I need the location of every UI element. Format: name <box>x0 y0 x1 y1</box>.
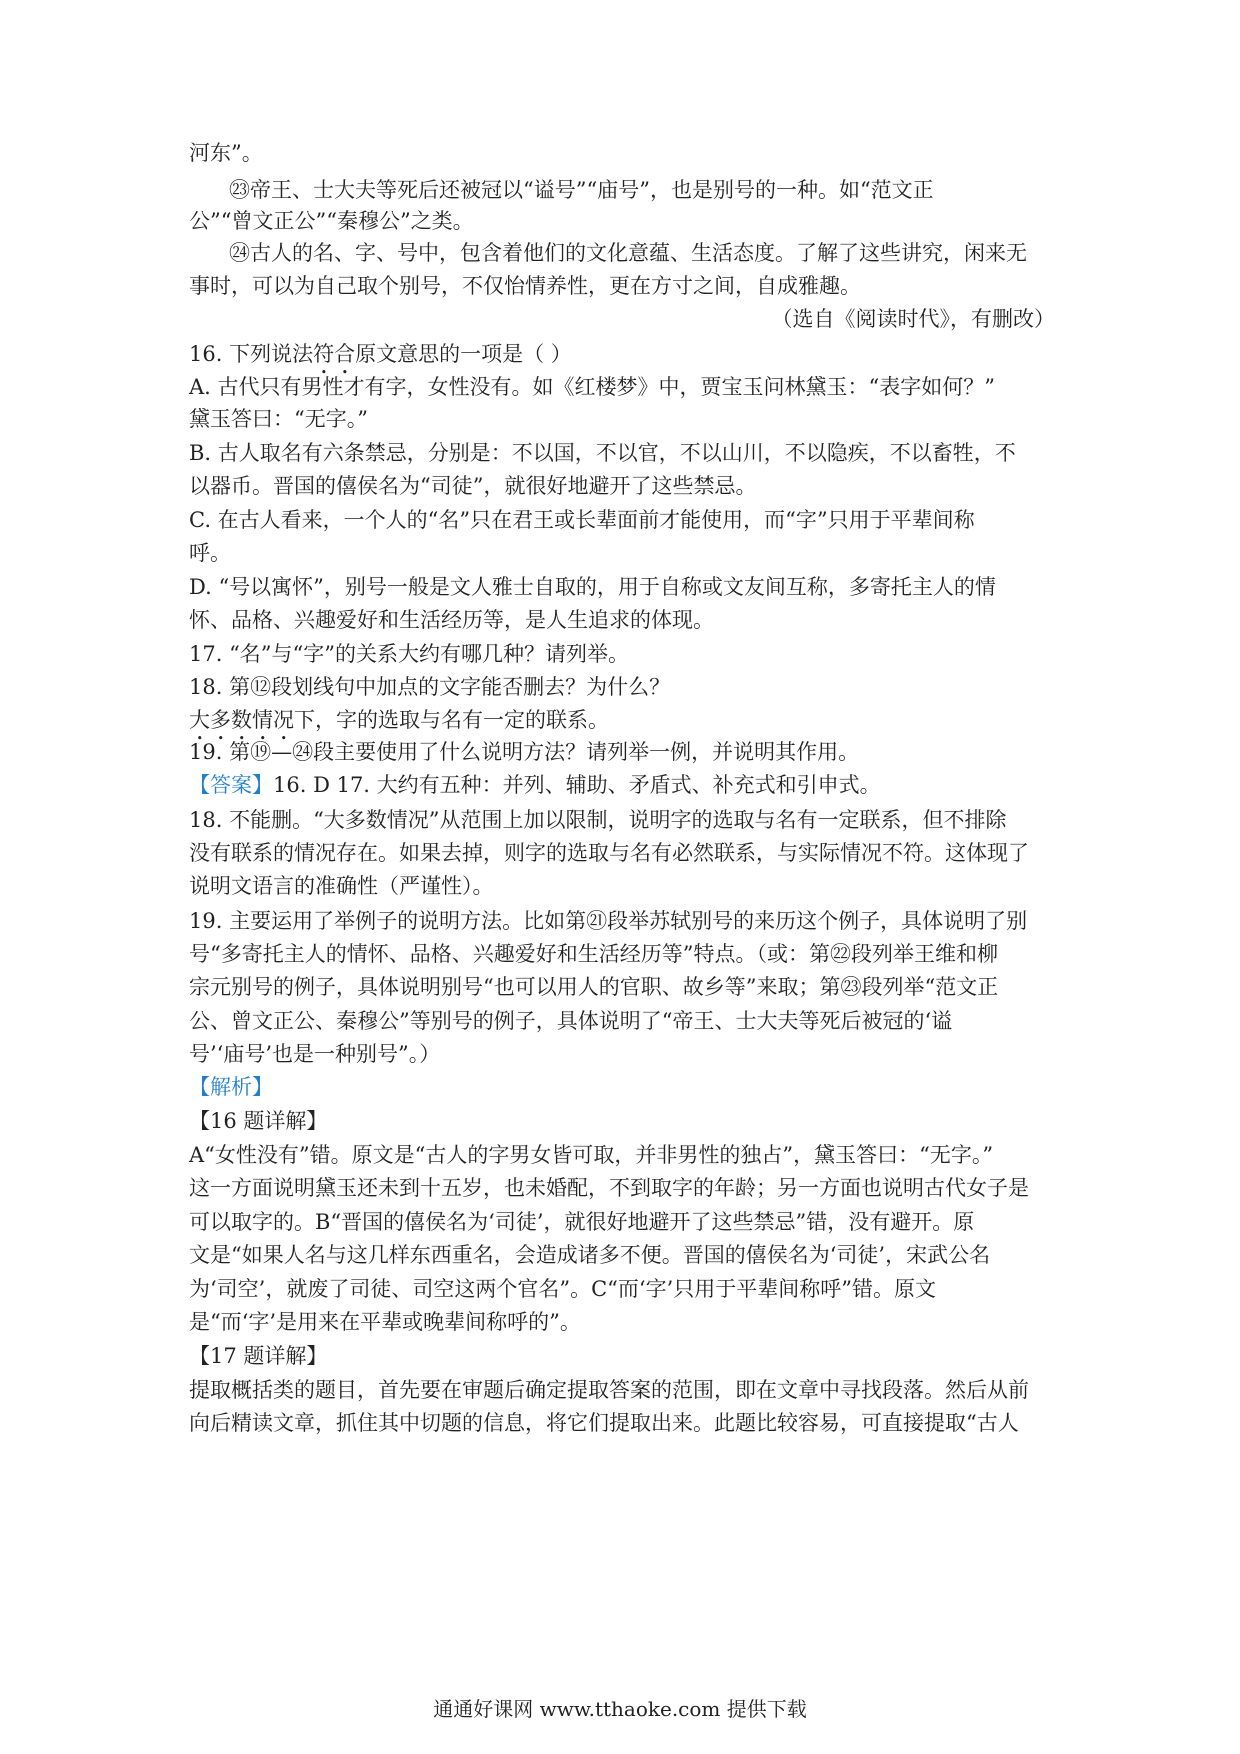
answer-19-cont: 公、曾文正公、秦穆公”等别号的例子，具体说明了“帝王、士大夫等死后被冠的‘谥 <box>189 1009 953 1033</box>
option-d: D. “号以寓怀”，别号一般是文人雅士自取的，用于自称或文友间互称，多寄托主人的情 <box>189 575 996 599</box>
analysis-16-text: 这一方面说明黛玉还未到十五岁，也未婚配，不到取字的年龄；另一方面也说明古代女子是 <box>189 1176 1029 1200</box>
analysis-17-heading: 【17 题详解】 <box>189 1344 328 1368</box>
option-c: C. 在古人看来，一个人的“名”只在君王或长辈面前才能使用，而“字”只用于平辈间称 <box>189 508 975 532</box>
question-18: 18. 第⑫段划线句中加点的文字能否删去？为什么？ <box>189 675 671 699</box>
answer-19: 19. 主要运用了举例子的说明方法。比如第㉑段举苏轼别号的来历这个例子，具体说明了别 <box>189 909 1028 933</box>
analysis-16-text: 是“而‘字’是用来在平辈或晚辈间称呼的”。 <box>189 1310 581 1334</box>
passage-line: 公”“曾文正公”“秦穆公”之类。 <box>189 209 474 233</box>
analysis-16-text: 可以取字的。B“晋国的僖侯名为‘司徒’，就很好地避开了这些禁忌”错，没有避开。原 <box>189 1210 975 1234</box>
q18-quote-rest: 下，字的选取与名有一定的联系。 <box>294 708 609 732</box>
analysis-label: 【解析】 <box>189 1075 273 1099</box>
q16-dotted-text: 符合 <box>313 342 356 366</box>
option-b-cont: 以器币。晋国的僖侯名为“司徒”，就很好地避开了这些禁忌。 <box>189 474 757 498</box>
q16-text: 16. 下列说法 <box>189 342 314 366</box>
passage-paragraph-23: ㉓帝王、士大夫等死后还被冠以“谥号”“庙号”，也是别号的一种。如“范文正 <box>229 178 934 202</box>
analysis-16-heading: 【16 题详解】 <box>189 1109 328 1133</box>
answer-18: 18. 不能删。“大多数情况”从范围上加以限制，说明字的选取与名有一定联系，但不排除 <box>189 808 1007 832</box>
analysis-16-text: A“女性没有”错。原文是“古人的字男女皆可取，并非男性的独占”，黛玉答曰：“无字。” <box>189 1143 994 1167</box>
analysis-16-text: 为‘司空’，就废了司徒、司空这两个官名”。C“而‘字’只用于平辈间称呼”错。原文 <box>189 1277 936 1301</box>
analysis-17-text: 向后精读文章，抓住其中切题的信息，将它们提取出来。此题比较容易，可直接提取“古人 <box>189 1411 1019 1435</box>
page-footer: 通通好课网 www.tthaoke.com 提供下载 <box>433 1697 807 1721</box>
passage-line: 河东”。 <box>189 141 263 165</box>
option-a: A. 古代只有男性才有字，女性没有。如《红楼梦》中，贾宝玉问林黛玉：“表字如何？” <box>189 375 995 399</box>
answer-16-17: 16. D 17. 大约有五种：并列、辅助、矛盾式、补充式和引申式。 <box>273 773 881 797</box>
answer-19-cont: 号“多寄托主人的情怀、品格、兴趣爱好和生活经历等”特点。（或：第㉒段列举王维和柳 <box>189 942 998 966</box>
analysis-16-text: 文是“如果人名与这几样东西重名，会造成诸多不便。晋国的僖侯名为‘司徒’，宋武公名 <box>189 1243 991 1267</box>
q18-dotted-text: 大多数情况 <box>189 708 294 732</box>
option-d-cont: 怀、品格、兴趣爱好和生活经历等，是人生追求的体现。 <box>189 608 714 632</box>
question-19: 19. 第⑲—㉔段主要使用了什么说明方法？请列举一例，并说明其作用。 <box>189 740 860 764</box>
passage-source: （选自《阅读时代》，有删改） <box>771 307 1055 331</box>
option-a-cont: 黛玉答曰：“无字。” <box>189 407 368 431</box>
option-b: B. 古人取名有六条禁忌，分别是：不以国，不以官，不以山川，不以隐疾，不以畜牲，不 <box>189 441 1016 465</box>
answers-line <box>189 775 881 796</box>
analysis-17-text: 提取概括类的题目，首先要在审题后确定提取答案的范围，即在文章中寻找段落。然后从前 <box>189 1378 1029 1402</box>
passage-line: 事时，可以为自己取个别号，不仅怡情养性，更在方寸之间，自成雅趣。 <box>189 274 861 298</box>
question-16 <box>189 342 572 379</box>
question-17: 17. “名”与“字”的关系大约有哪几种？请列举。 <box>189 642 630 666</box>
q16-text-end: 原文意思的一项是（ ） <box>355 342 572 366</box>
answer-18-cont: 没有联系的情况存在。如果去掉，则字的选取与名有必然联系，与实际情况不符。这体现了 <box>189 841 1029 865</box>
passage-paragraph-24: ㉔古人的名、字、号中，包含着他们的文化意蕴、生活态度。了解了这些讲究，闲来无 <box>229 241 1027 265</box>
answer-19-cont: 宗元别号的例子，具体说明别号“也可以用人的官职、故乡等”来取；第㉓段列举“范文正 <box>189 975 999 999</box>
answer-18-cont: 说明文语言的准确性（严谨性）。 <box>189 874 494 898</box>
option-c-cont: 呼。 <box>189 541 231 565</box>
answer-19-cont: 号’‘庙号’也是一种别号”。） <box>189 1042 441 1066</box>
answer-label: 【答案】 <box>189 773 273 797</box>
